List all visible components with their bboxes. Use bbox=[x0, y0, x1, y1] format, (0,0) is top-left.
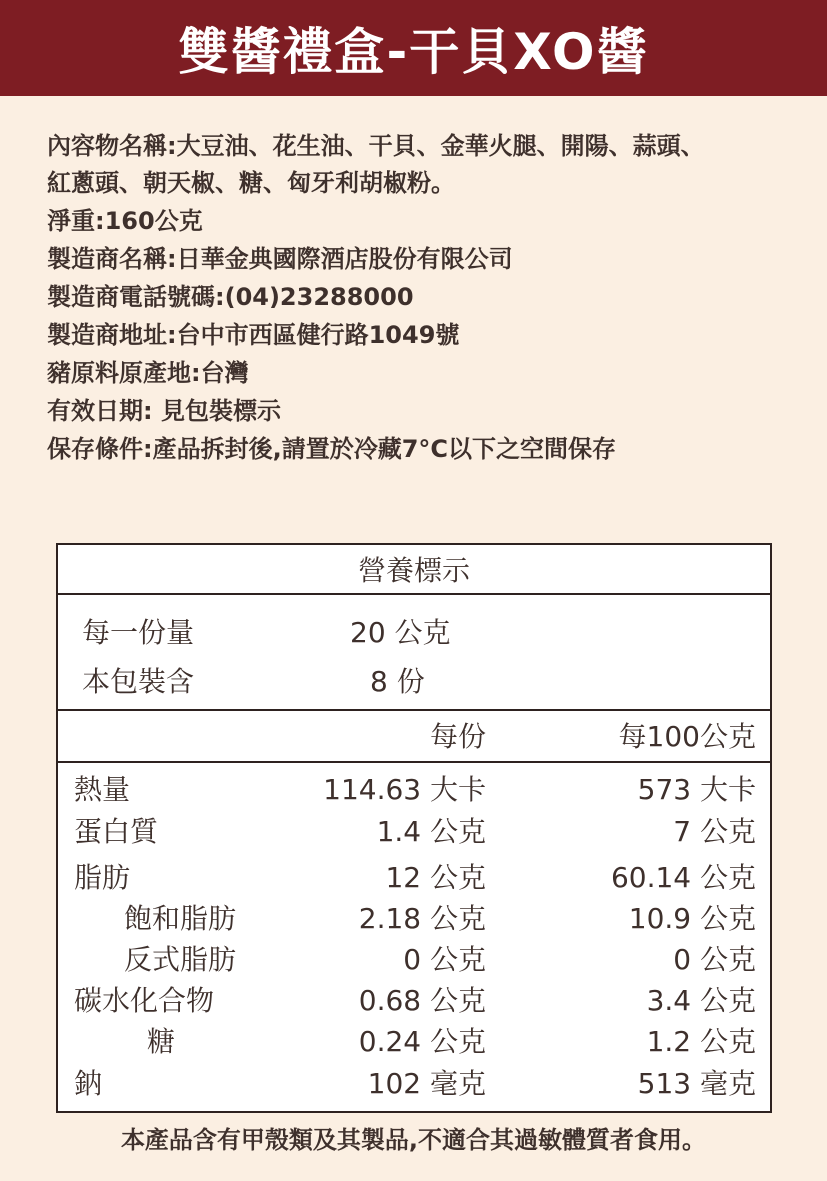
nutrient-name: 脂肪 bbox=[74, 861, 131, 894]
column-header-per-100g: 每100公克 bbox=[618, 720, 756, 753]
serving-size-label: 每一份量 bbox=[82, 616, 195, 649]
nutrient-per-100g: 513 毫克 bbox=[637, 1067, 756, 1100]
manufacturer-address: 製造商地址:台中市西區健行路1049號 bbox=[47, 321, 460, 349]
nutrition-table bbox=[56, 543, 772, 1113]
divider bbox=[58, 709, 770, 711]
nutrient-name: 熱量 bbox=[74, 773, 131, 806]
nutrient-name: 反式脂肪 bbox=[124, 943, 237, 976]
ingredients-line-1: 內容物名稱:大豆油、花生油、干貝、金華火腿、開陽、蒜頭、 bbox=[47, 132, 705, 160]
product-info bbox=[47, 128, 787, 468]
nutrient-name: 糖 bbox=[147, 1025, 176, 1058]
nutrient-per-100g: 7 公克 bbox=[673, 815, 756, 848]
nutrient-per-serving: 12 公克 bbox=[385, 861, 486, 894]
manufacturer-phone: 製造商電話號碼:(04)23288000 bbox=[47, 283, 414, 311]
nutrient-per-100g: 10.9 公克 bbox=[628, 902, 756, 935]
serving-size-value: 20 公克 bbox=[350, 616, 451, 649]
nutrient-per-serving: 0.68 公克 bbox=[358, 984, 486, 1017]
nutrient-name: 飽和脂肪 bbox=[124, 902, 237, 935]
pork-origin: 豬原料原產地:台灣 bbox=[47, 359, 249, 387]
nutrient-per-serving: 0 公克 bbox=[403, 943, 486, 976]
net-weight: 淨重:160公克 bbox=[47, 207, 203, 235]
nutrient-per-serving: 114.63 大卡 bbox=[323, 773, 486, 806]
product-title: 雙醬禮盒-干貝XO醬 bbox=[178, 23, 649, 81]
nutrient-per-serving: 1.4 公克 bbox=[376, 815, 486, 848]
storage-conditions: 保存條件:產品拆封後,請置於冷藏7°C以下之空間保存 bbox=[47, 435, 617, 463]
nutrition-title: 營養標示 bbox=[357, 554, 470, 587]
servings-per-pack-label: 本包裝含 bbox=[82, 665, 195, 698]
nutrient-per-serving: 0.24 公克 bbox=[358, 1025, 486, 1058]
nutrient-per-serving: 2.18 公克 bbox=[358, 902, 486, 935]
ingredients-line-2: 紅蔥頭、朝天椒、糖、匈牙利胡椒粉。 bbox=[47, 169, 455, 197]
nutrient-per-100g: 573 大卡 bbox=[637, 773, 756, 806]
title-banner bbox=[0, 0, 827, 96]
nutrient-name: 碳水化合物 bbox=[74, 984, 215, 1017]
expiry-date: 有效日期: 見包裝標示 bbox=[47, 397, 281, 425]
column-header-per-serving: 每份 bbox=[429, 720, 486, 753]
divider bbox=[58, 593, 770, 595]
manufacturer-name: 製造商名稱:日華金典國際酒店股份有限公司 bbox=[47, 245, 513, 273]
nutrient-name: 鈉 bbox=[74, 1067, 103, 1100]
divider bbox=[58, 761, 770, 763]
nutrient-per-serving: 102 毫克 bbox=[367, 1067, 486, 1100]
nutrient-per-100g: 1.2 公克 bbox=[646, 1025, 756, 1058]
allergen-note: 本產品含有甲殼類及其製品,不適合其過敏體質者食用。 bbox=[120, 1126, 707, 1154]
nutrient-per-100g: 3.4 公克 bbox=[646, 984, 756, 1017]
nutrient-per-100g: 60.14 公克 bbox=[610, 861, 756, 894]
nutrient-name: 蛋白質 bbox=[74, 815, 159, 848]
servings-per-pack-value: 8 份 bbox=[370, 665, 425, 698]
nutrient-per-100g: 0 公克 bbox=[673, 943, 756, 976]
